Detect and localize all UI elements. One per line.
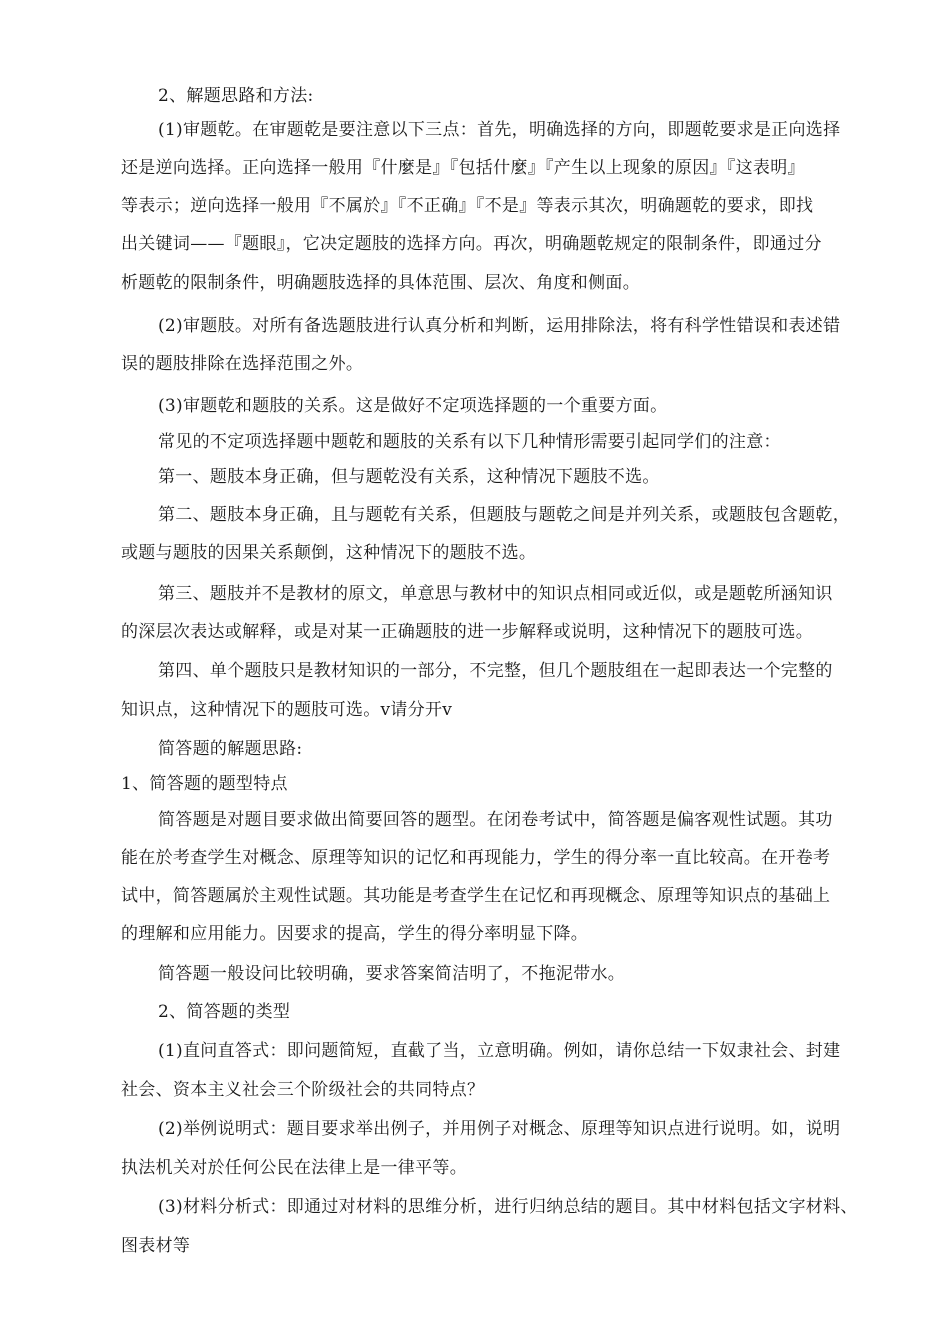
paragraph-line: 还是逆向选择。正向选择一般用『什麼是』『包括什麼』『产生以上现象的原因』『这表明』: [121, 158, 805, 178]
paragraph-line: 析题乾的限制条件，明确题肢选择的具体范围、层次、角度和侧面。: [121, 273, 640, 293]
paragraph-line: 简答题一般设问比较明确，要求答案简洁明了，不拖泥带水。: [158, 964, 626, 984]
section-heading: 2、解题思路和方法:: [158, 86, 314, 106]
paragraph-line: 第四、单个题肢只是教材知识的一部分，不完整，但几个题肢组在一起即表达一个完整的: [158, 661, 833, 681]
paragraph-line: 等表示；逆向选择一般用『不属於』『不正确』『不是』等表示其次，明确题乾的要求，即找: [121, 196, 814, 216]
paragraph-line: 出关键词——『题眼』，它决定题肢的选择方向。再次，明确题乾规定的限制条件，即通过分: [121, 234, 822, 254]
paragraph-line: (1)审题乾。在审题乾是要注意以下三点：首先，明确选择的方向，即题乾要求是正向选择: [158, 120, 841, 140]
paragraph-line: 误的题肢排除在选择范围之外。: [121, 354, 364, 374]
section-heading: 2、简答题的类型: [158, 1002, 291, 1022]
paragraph-line: 常见的不定项选择题中题乾和题肢的关系有以下几种情形需要引起同学们的注意：: [158, 432, 781, 452]
section-heading: 1、简答题的题型特点: [121, 774, 288, 794]
paragraph-line: (2)审题肢。对所有备选题肢进行认真分析和判断，运用排除法，将有科学性错误和表述错: [158, 316, 841, 336]
paragraph-line: (2)举例说明式：题目要求举出例子，并用例子对概念、原理等知识点进行说明。如，说明: [158, 1119, 841, 1139]
paragraph-line: (1)直问直答式：即问题简短，直截了当，立意明确。例如，请你总结一下奴隶社会、封建: [158, 1041, 841, 1061]
paragraph-line: 或题与题肢的因果关系颠倒，这种情况下的题肢不选。: [121, 543, 537, 563]
paragraph-line: 执法机关对於任何公民在法律上是一律平等。: [121, 1158, 467, 1178]
paragraph-line: 第三、题肢并不是教材的原文，单意思与教材中的知识点相同或近似，或是题乾所涵知识: [158, 584, 833, 604]
paragraph-line: 图表材等: [121, 1236, 191, 1256]
paragraph-line: 简答题是对题目要求做出简要回答的题型。在闭卷考试中，简答题是偏客观性试题。其功: [158, 810, 833, 830]
paragraph-line: 的理解和应用能力。因要求的提高，学生的得分率明显下降。: [121, 924, 589, 944]
paragraph-line: 试中，简答题属於主观性试题。其功能是考查学生在记忆和再现概念、原理等知识点的基础上: [121, 886, 831, 906]
paragraph-line: 社会、资本主义社会三个阶级社会的共同特点？: [121, 1080, 485, 1100]
paragraph-line: 能在於考查学生对概念、原理等知识的记忆和再现能力，学生的得分率一直比较高。在开卷考: [121, 848, 831, 868]
paragraph-line: (3)材料分析式：即通过对材料的思维分析，进行归纳总结的题目。其中材料包括文字材料、: [158, 1197, 858, 1217]
paragraph-line: 的深层次表达或解释，或是对某一正确题肢的进一步解释或说明，这种情况下的题肢可选。: [121, 622, 813, 642]
section-heading: 简答题的解题思路:: [158, 739, 303, 759]
paragraph-line: 第二、题肢本身正确，且与题乾有关系，但题肢与题乾之间是并列关系，或题肢包含题乾，: [158, 505, 850, 525]
paragraph-line: 第一、题肢本身正确，但与题乾没有关系，这种情况下题肢不选。: [158, 467, 660, 487]
paragraph-line: 知识点，这种情况下的题肢可选。v请分开v: [121, 700, 453, 720]
paragraph-line: (3)审题乾和题肢的关系。这是做好不定项选择题的一个重要方面。: [158, 396, 668, 416]
